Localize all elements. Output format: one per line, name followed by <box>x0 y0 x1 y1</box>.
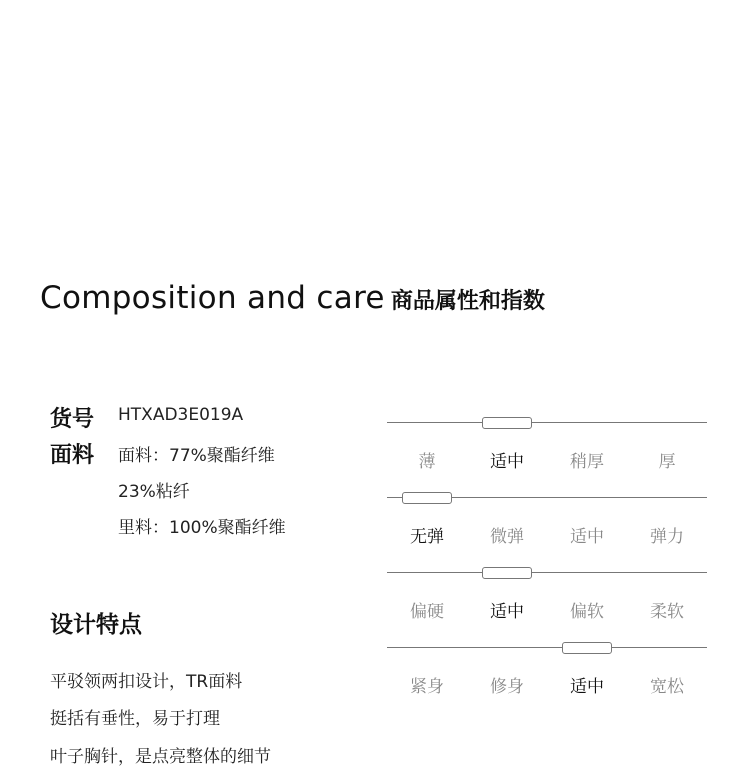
design-line-1: 平驳领两扣设计，TR面料 <box>50 672 243 692</box>
item-no-label: 货号 <box>50 407 95 432</box>
scale-option-selected: 适中 <box>490 602 524 622</box>
scale-track <box>387 422 707 423</box>
scale-option: 宽松 <box>650 677 684 697</box>
fabric-line-3: 里料：100%聚酯纤维 <box>118 518 286 538</box>
scale-option: 稍厚 <box>570 452 604 472</box>
scale-option-selected: 无弹 <box>410 527 444 547</box>
section-title-zh: 商品属性和指数 <box>390 289 545 314</box>
fabric-label: 面料 <box>50 443 95 468</box>
scale-marker <box>402 492 452 504</box>
scale-option: 厚 <box>658 452 676 472</box>
fabric-line-1: 面料：77%聚酯纤维 <box>118 446 275 466</box>
scale-option: 紧身 <box>410 677 444 697</box>
scale-option: 适中 <box>570 527 604 547</box>
scale-marker <box>562 642 612 654</box>
scale-option-selected: 适中 <box>570 677 604 697</box>
design-title: 设计特点 <box>50 612 142 638</box>
scale-option: 偏软 <box>570 602 604 622</box>
section-title <box>40 280 545 324</box>
scale-option: 修身 <box>490 677 524 697</box>
scale-marker <box>482 417 532 429</box>
fabric-line-2: 23%粘纤 <box>118 482 190 502</box>
scale-track <box>387 572 707 573</box>
scale-track <box>387 647 707 648</box>
scale-option: 薄 <box>418 452 436 472</box>
design-line-2: 挺括有垂性，易于打理 <box>50 709 220 729</box>
scale-marker <box>482 567 532 579</box>
scale-option-selected: 适中 <box>490 452 524 472</box>
scale-option: 微弹 <box>490 527 524 547</box>
section-title-en: Composition and care <box>40 280 385 316</box>
design-line-3: 叶子胸针，是点亮整体的细节 <box>50 747 271 767</box>
scale-option: 柔软 <box>650 602 684 622</box>
scale-option: 偏硬 <box>410 602 444 622</box>
scale-option: 弹力 <box>650 527 684 547</box>
item-no-value: HTXAD3E019A <box>118 405 244 425</box>
